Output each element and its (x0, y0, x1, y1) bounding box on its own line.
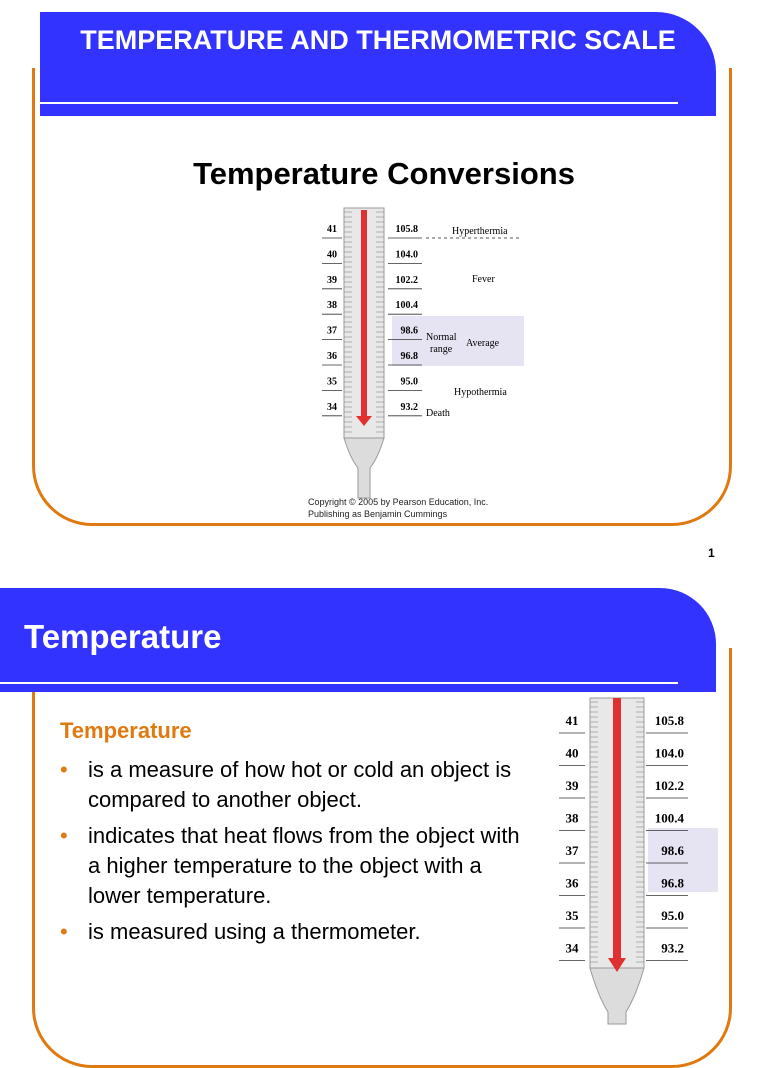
celsius-value: 41 (327, 224, 337, 235)
thermometer-bulb (590, 968, 644, 1024)
title-bar (40, 12, 716, 116)
fahrenheit-value: 100.4 (395, 300, 418, 312)
fahrenheit-value: 104.0 (395, 249, 418, 261)
label-normal: Normal (426, 332, 457, 343)
fahrenheit-value: 98.6 (661, 843, 684, 858)
mercury-column (613, 698, 621, 960)
fahrenheit-value: 95.0 (661, 908, 684, 923)
celsius-value: 38 (565, 810, 579, 826)
label-range: range (430, 344, 453, 355)
label-hyperthermia: Hyperthermia (452, 226, 508, 237)
bullet-icon: • (60, 823, 68, 848)
celsius-value: 34 (327, 401, 337, 413)
celsius-value: 35 (327, 376, 337, 388)
fahrenheit-value: 105.8 (395, 224, 418, 235)
fahrenheit-value: 95.0 (400, 376, 418, 388)
section-heading: Temperature (60, 718, 192, 743)
label-hypothermia: Hypothermia (454, 387, 507, 398)
celsius-value: 37 (327, 325, 337, 337)
celsius-value: 36 (327, 351, 337, 362)
copyright-note (308, 496, 488, 520)
bullet-icon: • (60, 757, 68, 782)
fahrenheit-value: 100.4 (654, 810, 684, 826)
fahrenheit-value: 93.2 (400, 401, 418, 413)
copyright-line-2: Publishing as Benjamin Cummings (308, 509, 448, 519)
title-underline (40, 102, 678, 104)
fahrenheit-value: 102.2 (395, 274, 418, 286)
fahrenheit-value: 104.0 (654, 745, 684, 761)
fahrenheit-value: 102.2 (654, 778, 684, 793)
thermometer-figure-large (556, 698, 724, 1024)
slide-subtitle: Temperature Conversions (193, 156, 575, 191)
celsius-value: 37 (565, 843, 579, 858)
thermometer-bulb (344, 438, 384, 498)
label-average: Average (466, 338, 500, 349)
celsius-value: 41 (565, 713, 579, 728)
title-underline (0, 682, 678, 684)
fahrenheit-value: 98.6 (400, 325, 418, 337)
fahrenheit-value: 93.2 (661, 940, 684, 956)
celsius-value: 38 (327, 300, 337, 312)
bullet-item: • is a measure of how hot or cold an object is compared to another object. (60, 757, 512, 812)
bullet-item: • indicates that heat flows from the object with a higher temperature to the object with a lower temperature. (60, 823, 520, 908)
fahrenheit-value: 96.8 (400, 351, 418, 362)
thermometer-figure (300, 200, 540, 500)
mercury-column (361, 210, 367, 418)
celsius-value: 39 (327, 274, 337, 286)
celsius-value: 40 (327, 249, 337, 261)
celsius-value: 34 (565, 940, 579, 956)
celsius-value: 39 (565, 778, 579, 793)
fahrenheit-value: 96.8 (661, 875, 684, 891)
bullet-list (60, 755, 530, 953)
celsius-value: 35 (565, 908, 579, 923)
copyright-line-1: Copyright © 2005 by Pearson Education, Inc. (308, 497, 489, 507)
label-death: Death (426, 408, 450, 419)
celsius-value: 36 (565, 875, 579, 891)
title-bar (0, 588, 716, 692)
fahrenheit-value: 105.8 (654, 713, 684, 728)
bullet-item: • is measured using a thermometer. (60, 917, 530, 947)
celsius-value: 40 (565, 745, 579, 761)
page-number: 1 (708, 546, 715, 560)
slide-title: Temperature (24, 618, 222, 655)
bullet-icon: • (60, 919, 68, 944)
label-fever: Fever (472, 274, 495, 285)
slide-title: TEMPERATURE AND THERMOMETRIC SCALE (80, 25, 676, 55)
